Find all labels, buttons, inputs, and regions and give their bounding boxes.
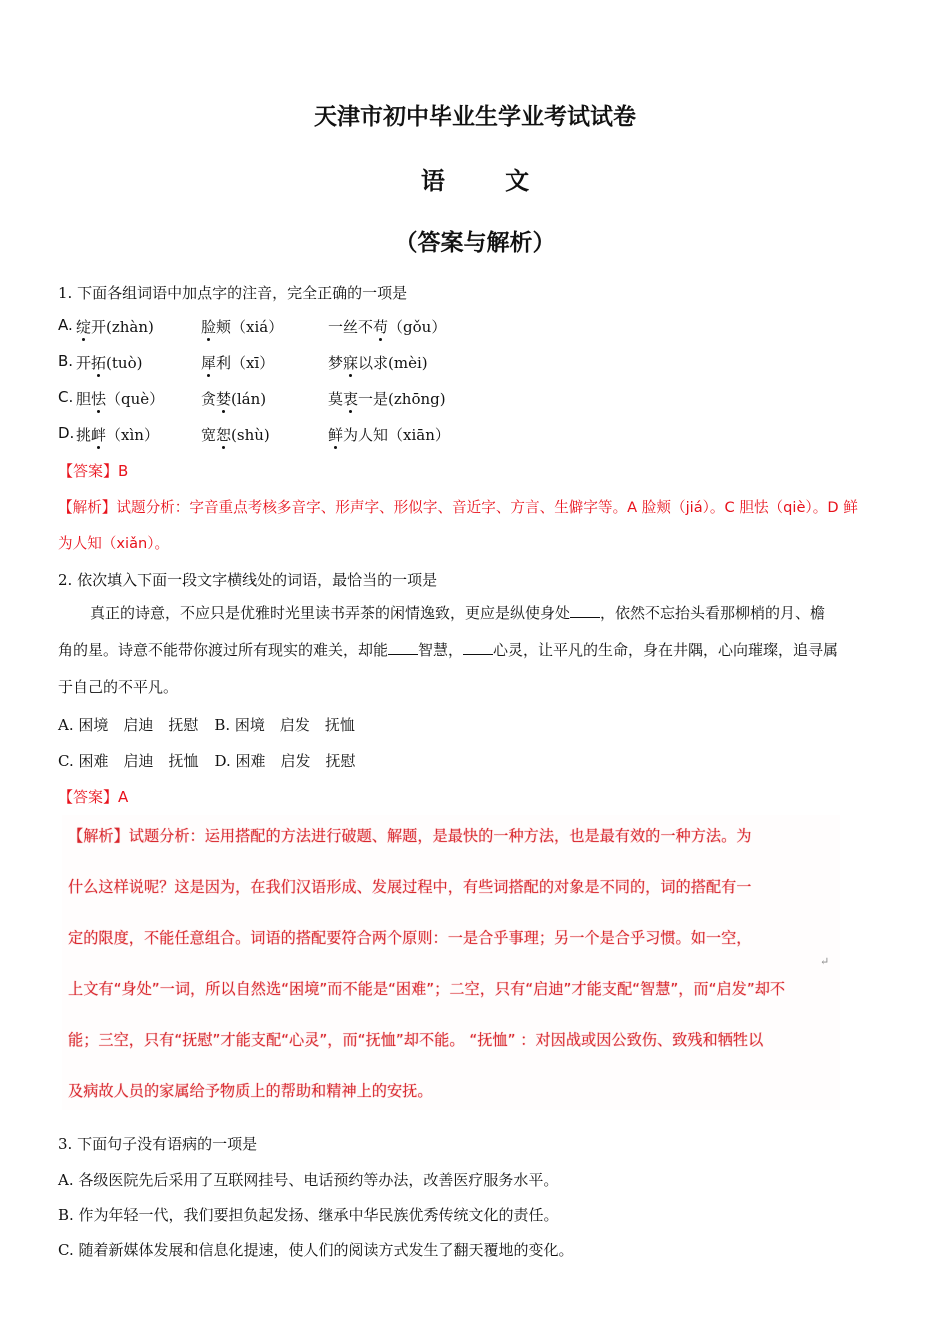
q2-option-d: D. 困难 启发 抚慰 xyxy=(214,752,356,770)
q1-analysis-line-1 xyxy=(58,496,858,517)
q1-c-word-1: 胆怯（què） xyxy=(76,390,165,408)
q3-option-b: B. 作为年轻一代，我们要担负起发扬、继承中华民族优秀传统文化的责任。 xyxy=(58,1206,559,1224)
q2-option-b: B. 困境 启发 抚恤 xyxy=(214,716,355,734)
answer-subtitle: （答案与解析） xyxy=(394,230,556,256)
q2-analysis-line-3: 定的限度，不能任意组合。词语的搭配要符合两个原则：一是合乎事理；另一个是合乎习惯。如一空， xyxy=(68,929,752,947)
q1-d-word-2: 宽恕(shù) xyxy=(201,426,270,444)
q1-answer-label: 【答案】 xyxy=(58,462,119,480)
q1-analysis-line-2: 为人知（xiǎn）。 xyxy=(58,535,170,552)
q3-stem: 3. 下面句子没有语病的一项是 xyxy=(58,1135,258,1153)
q1-option-b-label: B. xyxy=(58,352,74,370)
q1-c-word-2: 贪婪(lán) xyxy=(201,390,267,408)
q2-passage: 真正的诗意，不应只是优雅时光里读书弄茶的闲情逸致，更应是纵使身处 ，依然不忘抬头看那柳梢的月、檐 角的星。诗意不能带你渡过所有现实的难关，却能 智慧， 心灵，让平凡的生命，身在井隅，心向璀璨，追寻属 于自己的不平凡。 xyxy=(58,604,839,696)
q2-analysis-line-4: 上文有“身处”一词，所以自然选“困境”而不能是“困难”；二空，只有“启迪”才能支配“智慧”，而“启发”却不 xyxy=(68,980,786,998)
return-mark-icon: ↵ xyxy=(820,955,830,968)
q2-blank-1 xyxy=(570,603,600,618)
q1-analysis-text: 试题分析：字音重点考核多音字、形声字、形似字、音近字、方言、生僻字等。A 脸颊（jiá）。C 胆怯（qiè）。D 鲜 xyxy=(116,499,858,516)
q2-options-row-1 xyxy=(58,714,355,735)
q1-analysis-label: 【解析】 xyxy=(58,499,117,516)
q2-option-a: A. 困境 启迪 抚慰 xyxy=(58,716,199,734)
q2-analysis-line-6: 及病故人员的家属给予物质上的帮助和精神上的安抚。 xyxy=(68,1082,433,1100)
q1-d-word-1: 挑衅（xìn） xyxy=(76,426,159,444)
q1-c-word-3: 莫衷一是(zhōng) xyxy=(328,390,446,408)
q2-blank-2 xyxy=(388,640,418,655)
q1-b-word-3: 梦寐以求(mèi) xyxy=(328,354,428,372)
q3-option-a: A. 各级医院先后采用了互联网挂号、电话预约等办法，改善医疗服务水平。 xyxy=(58,1171,559,1189)
q1-a-word-1: 绽开(zhàn) xyxy=(76,318,154,336)
q2-analysis-image xyxy=(62,815,840,1110)
q2-analysis-line-1: 【解析】试题分析：运用搭配的方法进行破题、解题，是最快的一种方法，也是最有效的一种方法。为 xyxy=(68,827,752,845)
q2-option-c: C. 困难 启迪 抚恤 xyxy=(58,752,199,770)
q1-d-word-3: 鲜为人知（xiān） xyxy=(328,426,450,444)
q2-analysis-line-5: 能；三空，只有“抚慰”才能支配“心灵”，而“抚恤”却不能。 “抚恤” ：对因战或因公致伤、致残和牺牲以 xyxy=(68,1031,764,1049)
q2-analysis-line-2: 什么这样说呢？这是因为，在我们汉语形成、发展过程中，有些词搭配的对象是不同的，词的搭配有一 xyxy=(68,878,752,896)
q3-option-c: C. 随着新媒体发展和信息化提速，使人们的阅读方式发生了翻天覆地的变化。 xyxy=(58,1241,574,1259)
q1-b-word-2: 犀利（xī） xyxy=(201,354,275,372)
q2-options-row-2 xyxy=(58,750,356,771)
q2-answer xyxy=(58,786,128,807)
subject-title: 语 文 xyxy=(420,167,556,195)
q2-answer-label: 【答案】 xyxy=(58,788,119,806)
q1-stem: 1. 下面各组词语中加点字的注音，完全正确的一项是 xyxy=(58,284,408,302)
q1-answer xyxy=(58,460,128,481)
q1-option-a-label: A. xyxy=(58,316,73,334)
q2-answer-value: A xyxy=(118,788,129,806)
q1-option-c-label: C. xyxy=(58,388,74,406)
exam-title: 天津市初中毕业生学业考试试卷 xyxy=(314,104,636,130)
q2-stem: 2. 依次填入下面一段文字横线处的词语，最恰当的一项是 xyxy=(58,571,438,589)
q1-option-d-label: D. xyxy=(58,424,75,442)
q1-a-word-3: 一丝不苟（gǒu） xyxy=(328,318,447,336)
q2-blank-3 xyxy=(463,640,493,655)
q1-answer-value: B xyxy=(118,462,129,480)
q1-a-word-2: 脸颊（xiá） xyxy=(201,318,284,336)
q1-b-word-1: 开拓(tuò) xyxy=(76,354,143,372)
